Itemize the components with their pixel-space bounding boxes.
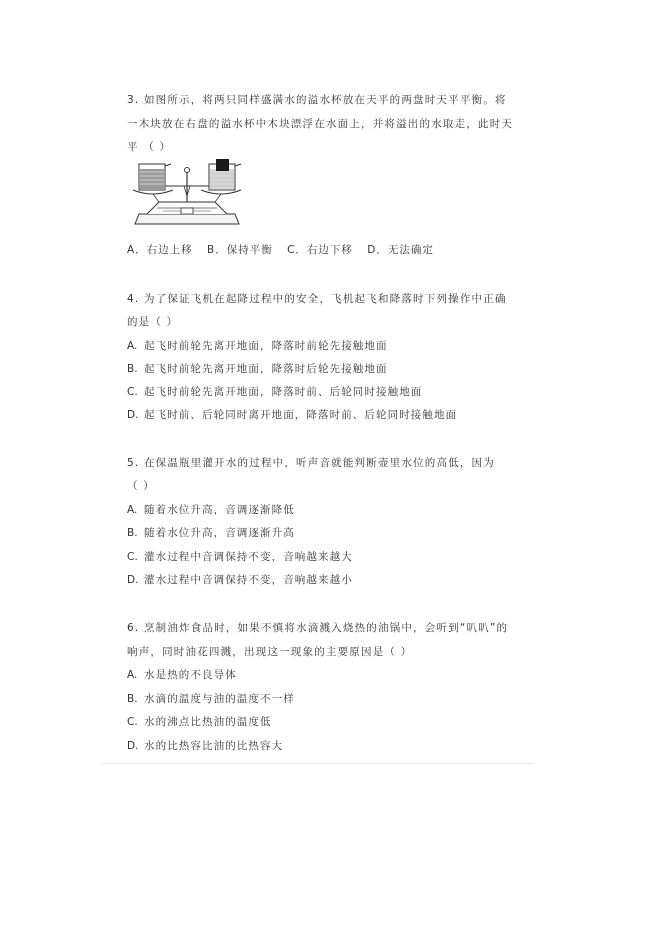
option-c[interactable]: C. 水的沸点比热油的温度低 <box>127 716 272 728</box>
question-3-line-3: 平 （ ） <box>127 141 172 153</box>
balance-scale-icon <box>127 156 247 232</box>
question-3-options <box>127 242 444 257</box>
question-4-line-2: 的是（ ） <box>127 316 179 328</box>
option-b[interactable]: B. 水滴的温度与油的温度不一样 <box>127 693 295 705</box>
option-c[interactable]: C. 灌水过程中音调保持不变，音响越来越大 <box>127 551 353 563</box>
option-c[interactable]: C. 起飞时前轮先离开地面，降落时前、后轮同时接触地面 <box>127 386 423 398</box>
option-d[interactable]: D. 起飞时前、后轮同时离开地面，降落时前、后轮同时接触地面 <box>127 409 458 421</box>
page-divider <box>102 763 534 764</box>
question-6-line-1: 6. 烹制油炸食品时，如果不慎将水滴溅入烧热的油锅中，会听到“叭叭”的 <box>127 622 509 634</box>
option-a[interactable]: A. 随着水位升高，音调逐渐降低 <box>127 504 295 516</box>
option-d[interactable]: D. 水的比热容比油的比热容大 <box>127 740 284 752</box>
option-d[interactable]: D. 灌水过程中音调保持不变，音响越来越小 <box>127 574 353 586</box>
option-a[interactable]: A. 起飞时前轮先离开地面，降落时前轮先接触地面 <box>127 340 388 352</box>
question-3-line-1: 3. 如图所示，将两只同样盛满水的溢水杯放在天平的两盘时天平平衡。将 <box>127 94 507 106</box>
option-a[interactable]: A. 水是热的不良导体 <box>127 669 237 681</box>
option-a[interactable]: A．右边上移 <box>127 244 193 256</box>
option-d[interactable]: D．无法确定 <box>367 244 434 256</box>
option-b[interactable]: B. 起飞时前轮先离开地面，降落时后轮先接触地面 <box>127 363 388 375</box>
option-c[interactable]: C．右边下移 <box>287 244 353 256</box>
question-6-line-2: 响声，同时油花四溅，出现这一现象的主要原因是（ ） <box>127 646 413 658</box>
option-b[interactable]: B．保持平衡 <box>207 244 273 256</box>
option-b[interactable]: B. 随着水位升高，音调逐渐升高 <box>127 527 295 539</box>
balance-scale-figure <box>127 156 247 235</box>
question-3-line-2: 一木块放在右盘的溢水杯中木块漂浮在水面上，并将溢出的水取走，此时天 <box>127 118 514 130</box>
question-5-line-2: （ ） <box>127 480 155 492</box>
question-5-line-1: 5. 在保温瓶里灌开水的过程中，听声音就能判断壶里水位的高低，因为 <box>127 457 495 469</box>
question-4-line-1: 4. 为了保证飞机在起降过程中的安全，飞机起飞和降落时下列操作中正确 <box>127 293 507 305</box>
